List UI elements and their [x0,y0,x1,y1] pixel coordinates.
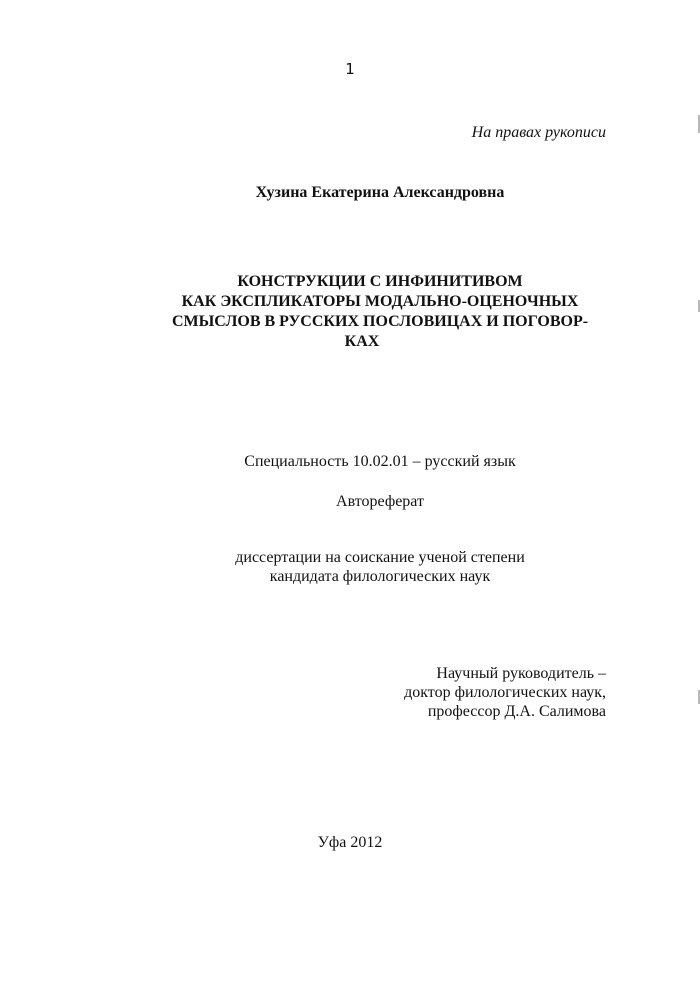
title-line: СМЫСЛОВ В РУССКИХ ПОСЛОВИЦАХ И ПОГОВОР- [171,313,589,330]
page-number: 1 [345,60,355,78]
degree-line: кандидата филологических наук [269,568,491,585]
dissertation-title [0,272,700,352]
author-name: Хузина Екатерина Александровна [255,184,505,201]
title-line: КАК ЭКСПЛИКАТОРЫ МОДАЛЬНО-ОЦЕНОЧНЫХ [181,293,579,310]
title-line: КАХ [344,333,380,350]
degree-description [0,548,700,586]
specialty-line: Специальность 10.02.01 – русский язык [244,453,516,470]
supervisor-block [404,664,606,721]
place-year: Уфа 2012 [317,834,383,851]
degree-line: диссертации на соискание ученой степени [235,549,525,566]
abstract-label: Автореферат [336,493,424,510]
title-line: КОНСТРУКЦИИ С ИНФИНИТИВОМ [237,273,523,290]
supervisor-line: доктор филологических наук, [404,684,606,701]
rights-note: На правах рукописи [471,124,606,141]
supervisor-line: Научный руководитель – [436,665,606,682]
supervisor-line: профессор Д.А. Салимова [427,703,606,720]
